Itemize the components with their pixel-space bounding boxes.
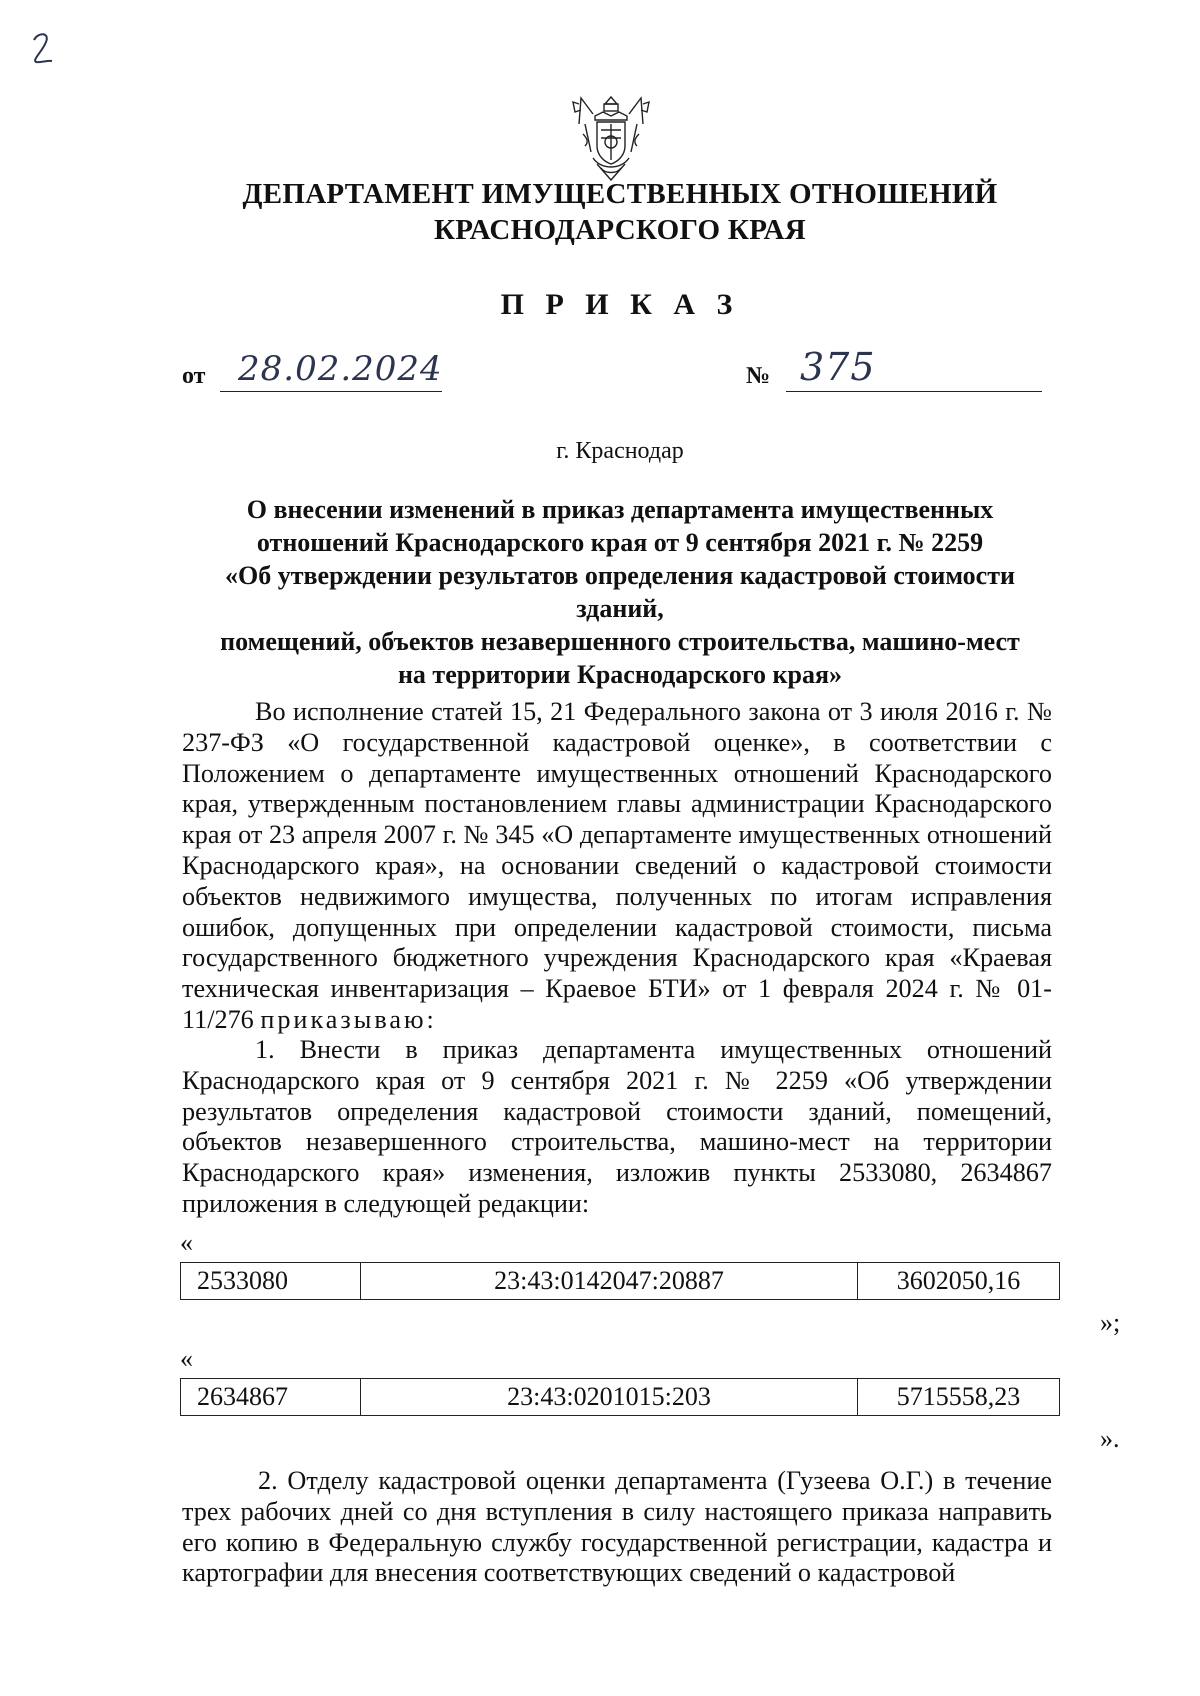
cadastral-number-cell: 23:43:0201015:203	[361, 1379, 858, 1416]
order-keyword: приказываю:	[260, 1004, 437, 1034]
number-prefix: №	[746, 363, 771, 389]
preamble-text: Во исполнение статей 15, 21 Федерального закона от 3 июля 2016 г. № 237-ФЗ «О государственной кадастровой оценке», в соответствии с Положением о департаменте имущественных отношений Краснодарского края, утвержденным постановлением главы администрации Краснодарского края от 23 апреля 2007 г. № 345 «О департаменте имущественных отношений Краснодарского края», на основании сведений о кадастровой стоимости объектов недвижимого имущества, полученных по итогам исправления ошибок, допущенных при определении кадастровой стоимости, письма государственного бюджетного учреждения Краснодарского края «Краевая техническая инвентаризация – Краевое БТИ» от 1 февраля 2024 г. № 01-11/276	[182, 697, 1052, 1034]
amendment-table-1	[180, 1262, 1060, 1300]
subject-line: отношений Краснодарского края от 9 сентября 2021 г. № 2259	[256, 528, 984, 557]
amendment-close-quote: »;	[1100, 1308, 1121, 1337]
handwritten-page-number	[28, 30, 58, 66]
preamble-paragraph	[182, 697, 1052, 1036]
city-name: г. Краснодар	[556, 438, 684, 464]
amendment-table-2	[180, 1378, 1060, 1416]
item-number-cell: 2634867	[181, 1379, 361, 1416]
item-number-cell: 2533080	[181, 1263, 361, 1300]
coat-of-arms-emblem	[571, 94, 651, 182]
subject-line: на территории Краснодарского края»	[397, 660, 843, 689]
table-row	[181, 1379, 1060, 1416]
department-name-line1: ДЕПАРТАМЕНТ ИМУЩЕСТВЕННЫХ ОТНОШЕНИЙ	[242, 178, 998, 210]
cadastral-value-cell: 5715558,23	[858, 1379, 1060, 1416]
subject-line: помещений, объектов незавершенного строительства, машино-мест	[220, 627, 1020, 656]
order-subject	[185, 493, 1055, 691]
date-prefix: от	[182, 363, 206, 389]
subject-line: «Об утверждении результатов определения кадастровой стоимости зданий,	[225, 561, 1015, 623]
item-2-paragraph: 2. Отделу кадастровой оценки департамента (Гузеева О.Г.) в течение трех рабочих дней со дня вступления в силу настоящего приказа направить его копию в Федеральную службу государственной регистрации, кадастра и картографии для внесения соответствующих сведений о кадастровой	[182, 1466, 1052, 1588]
handwritten-date: 28.02.2024	[238, 349, 443, 389]
amendment-open-quote: «	[180, 1344, 193, 1373]
table-row	[181, 1263, 1060, 1300]
amendment-open-quote: «	[180, 1228, 193, 1257]
cadastral-number-cell: 23:43:0142047:20887	[361, 1263, 858, 1300]
handwritten-number: 375	[800, 345, 876, 389]
cadastral-value-cell: 3602050,16	[858, 1263, 1060, 1300]
order-meta-row	[0, 345, 1200, 401]
item-1-paragraph: 1. Внести в приказ департамента имущественных отношений Краснодарского края от 9 сентября 2021 г. № 2259 «Об утверждении результатов определения кадастровой стоимости зданий, помещений, объектов незавершенного строительства, машино-мест на территории Краснодарского края» изменения, изложив пункты 2533080, 2634867 приложения в следующей редакции:	[182, 1035, 1052, 1218]
document-type-title: П Р И К А З	[500, 288, 740, 321]
subject-line: О внесении изменений в приказ департамента имущественных	[246, 495, 994, 524]
department-name-line2: КРАСНОДАРСКОГО КРАЯ	[433, 214, 807, 246]
amendment-close-quote: ».	[1100, 1424, 1120, 1453]
